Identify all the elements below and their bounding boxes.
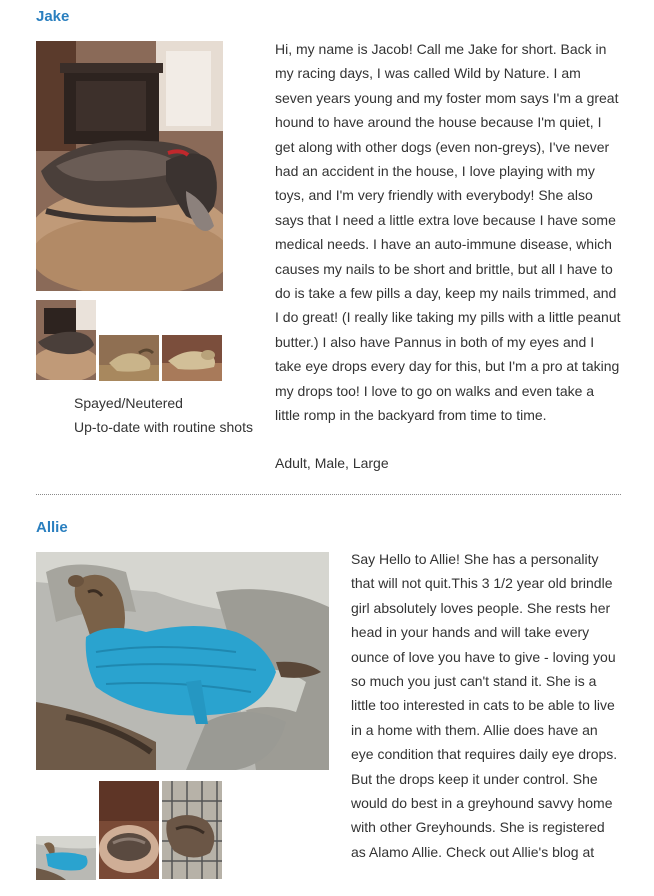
allie-thumb-3[interactable]: [162, 781, 222, 879]
status-shots: Up-to-date with routine shots: [74, 419, 253, 435]
allie-main-photo[interactable]: [36, 552, 329, 770]
allie-thumb-1[interactable]: [36, 836, 96, 880]
allie-description: Say Hello to Allie! She has a personality that will not quit.This 3 1/2 year old brindle girl absolutely loves people. She rests her head in your hands and will take every ounce of love you have to give - loving you so much you just can't stand it. She is a little too interested in cats to be able to live in a home with them. Allie does have an eye condition that requires daily eye drops. But the drops keep it under control. She would do best in a greyhound savvy home with other Greyhounds. She is registered as Alamo Allie. Check out Allie's blog at: [351, 551, 618, 860]
jake-main-photo[interactable]: [36, 41, 223, 291]
jake-attributes: Adult, Male, Large: [275, 455, 389, 471]
status-spayed-neutered: Spayed/Neutered: [74, 395, 183, 411]
jake-thumb-2[interactable]: [99, 335, 159, 381]
pet-name-allie[interactable]: Allie: [36, 519, 68, 536]
pet-name-jake[interactable]: Jake: [36, 8, 70, 25]
allie-thumb-2[interactable]: [99, 781, 159, 879]
jake-description: Hi, my name is Jacob! Call me Jake for short. Back in my racing days, I was called Wild by Nature. I am seven years young and my foster mom says I'm a great hound to have around the house because I'm quiet, I get along with other dogs (even non-greys), I've never had an accident in the house, I love playing with my toys, and I'm very friendly with everybody! She also says that I need a little extra love because I have some medical needs. I have an auto-immune disease, which causes my nails to be short and brittle, but all I have to do is take a few pills a day, keep my nails trimmed, and I do great! (I really like taking my pills with a little peanut butter.) I also have Pannus in both of my eyes and I take eye drops every day for this, but I'm a pro at taking my drops too! I love to go on walks and even take a little romp in the backyard from time to time.: [275, 41, 621, 424]
jake-thumb-1[interactable]: [36, 300, 96, 380]
section-divider: [36, 494, 621, 495]
jake-thumb-3[interactable]: [162, 335, 222, 381]
